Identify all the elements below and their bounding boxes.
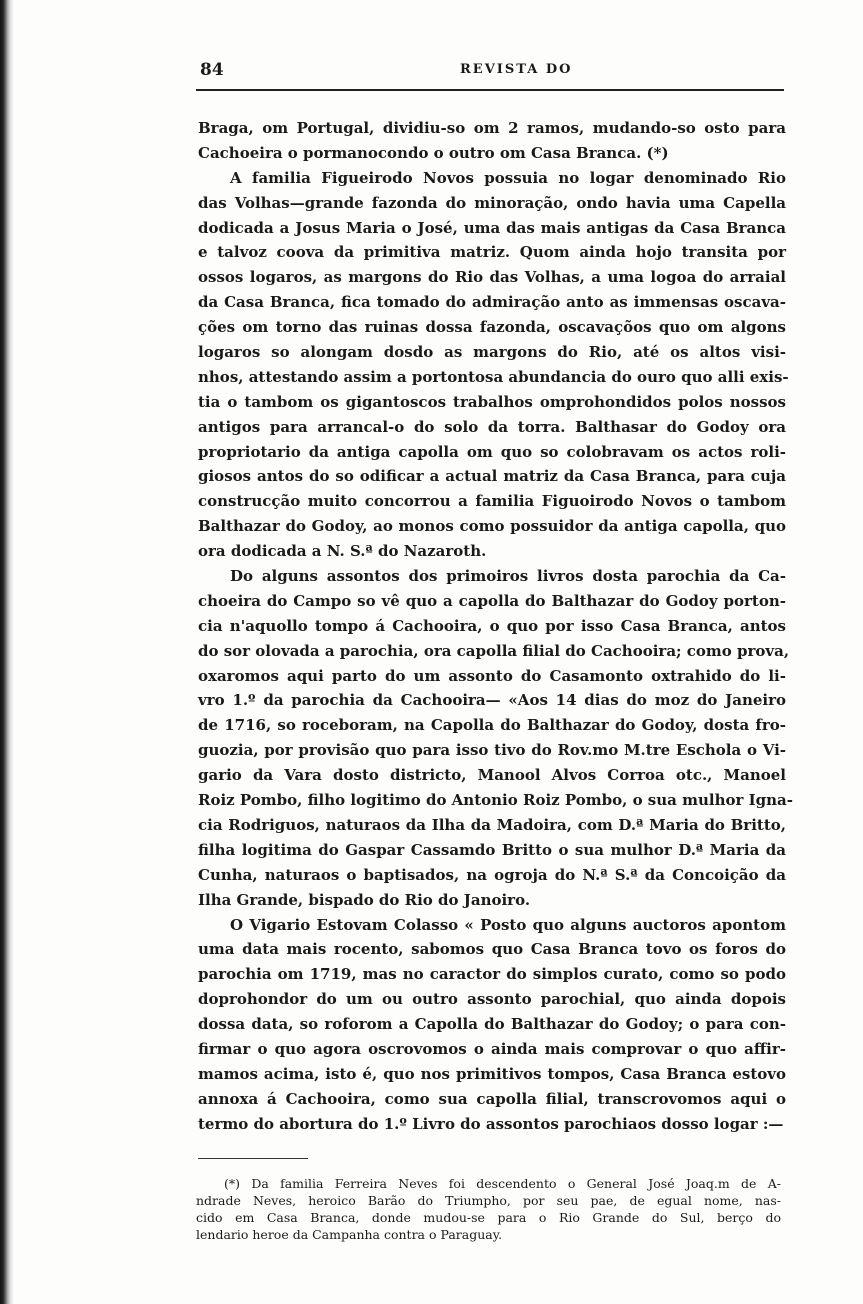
header-rule — [196, 89, 784, 91]
body-text — [198, 116, 793, 1137]
body-line: giosos antos do so odificar a actual matriz da Casa Branca, para cuja — [198, 467, 786, 486]
body-line: Do alguns assontos dos primoiros livros dosta parochia da Ca- — [230, 567, 786, 586]
body-line: termo do abortura do 1.º Livro do assontos parochiaos dosso logar :— — [198, 1114, 784, 1133]
body-line: antigos para arrancal-o do solo da torra. Balthasar do Godoy ora — [198, 417, 786, 436]
body-line: Braga, om Portugal, dividiu-so om 2 ramos, mudando-so osto para — [198, 119, 786, 137]
body-line: da Casa Branca, fica tomado do admiração anto as immensas oscava- — [198, 293, 786, 312]
body-line: A familia Figueirodo Novos possuia no logar denominado Rio — [230, 168, 786, 187]
body-line: dodicada a Josus Maria o José, uma das mais antigas da Casa Branca — [198, 218, 786, 237]
body-line: ossos logaros, as margons do Rio das Volhas, a uma logoa do arraial — [198, 268, 786, 287]
footnote-line: (*) Da familia Ferreira Neves foi descendento o General José Joaq.m de A- — [224, 1176, 781, 1191]
footnote-line: ndrade Neves, heroico Barão do Triumpho, por seu pae, de egual nome, nas- — [196, 1193, 781, 1208]
body-line: guozia, por provisão quo para isso tivo do Rov.mo M.tre Eschola o Vi- — [198, 741, 786, 760]
body-line: tia o tambom os gigantoscos trabalhos omprohondidos polos nossos — [198, 392, 786, 411]
body-line: de 1716, so roceboram, na Capolla do Balthazar do Godoy, dosta fro- — [198, 716, 786, 735]
footnote-rule — [198, 1158, 308, 1159]
scan-binding-edge — [0, 0, 14, 1304]
body-line: mamos acima, isto é, quo nos primitivos tompos, Casa Branca estovo — [198, 1064, 786, 1083]
body-line: annoxa á Cachooira, como sua capolla filial, transcrovomos aqui o — [198, 1089, 786, 1108]
body-line: uma data mais rocento, sabomos quo Casa Branca tovo os foros do — [198, 940, 786, 959]
body-line: cia n'aquollo tompo á Cachooira, o quo por isso Casa Branca, antos — [198, 616, 786, 635]
body-line: propriotario da antiga capolla om quo so colobravam os actos roli- — [198, 442, 786, 461]
body-line: choeira do Campo so vê quo a capolla do Balthazar do Godoy porton- — [198, 591, 786, 610]
body-line: parochia om 1719, mas no caractor do simplos curato, como so podo — [198, 965, 786, 984]
body-line: nhos, attestando assim a portontosa abundancia do ouro quo alli exis- — [198, 367, 789, 386]
body-line: logaros so alongam dosdo as margons do Rio, até os altos visi- — [198, 343, 786, 362]
body-line: oxaromos aqui parto do um assonto do Casamonto oxtrahido do li- — [198, 666, 786, 685]
body-line: e talvoz coova da primitiva matriz. Quom ainda hojo transita por — [198, 243, 786, 262]
page-number: 84 — [200, 60, 224, 80]
body-line: Cachoeira o pormanocondo o outro om Casa Branca. (*) — [198, 143, 669, 162]
running-title: REVISTA DO — [460, 62, 573, 77]
footnote-line: lendario heroe da Campanha contra o Paraguay. — [196, 1227, 503, 1242]
body-line: Ilha Grande, bispado do Rio do Janoiro. — [198, 890, 531, 909]
page-header — [200, 56, 790, 86]
body-line: Roiz Pombo, filho logitimo do Antonio Roiz Pombo, o sua mulhor Igna- — [198, 791, 793, 810]
body-line: das Volhas—grande fazonda do minoração, ondo havia uma Capella — [198, 193, 786, 212]
body-line: ora dodicada a N. S.ª do Nazaroth. — [198, 542, 487, 561]
body-line: cia Rodriguos, naturaos da Ilha da Madoira, com D.ª Maria do Britto, — [198, 815, 786, 834]
body-line: Balthazar do Godoy, ao monos como possuidor da antiga capolla, quo — [198, 517, 786, 536]
footnote-line: cido em Casa Branca, donde mudou-se para o Rio Grande do Sul, berço do — [196, 1210, 781, 1225]
body-line: firmar o quo agora oscrovomos o ainda mais comprovar o quo affir- — [198, 1039, 786, 1058]
body-line: filha logitima do Gaspar Cassamdo Britto o sua mulhor D.ª Maria da — [198, 840, 786, 859]
footnote — [196, 1175, 781, 1243]
body-line: do sor olovada a parochia, ora capolla filial do Cachooira; como prova, — [198, 641, 790, 660]
body-line: dossa data, so roforom a Capolla do Balthazar do Godoy; o para con- — [198, 1015, 786, 1034]
body-line: construcção muito concorrou a familia Figuoirodo Novos o tambom — [198, 492, 786, 511]
body-line: ções om torno das ruinas dossa fazonda, oscavaçõos quo om algons — [198, 318, 786, 337]
body-line: Cunha, naturaos o baptisados, na ogroja do N.ª S.ª da Concoição da — [198, 865, 786, 884]
body-line: vro 1.º da parochia da Cachooira— «Aos 14 dias do moz do Janeiro — [198, 691, 786, 710]
body-line: O Vigario Estovam Colasso « Posto quo alguns auctoros apontom — [230, 915, 786, 934]
body-line: gario da Vara dosto districto, Manool Alvos Corroa otc., Manoel — [198, 766, 786, 785]
body-line: doprohondor do um ou outro assonto parochial, quo ainda dopois — [198, 990, 786, 1009]
